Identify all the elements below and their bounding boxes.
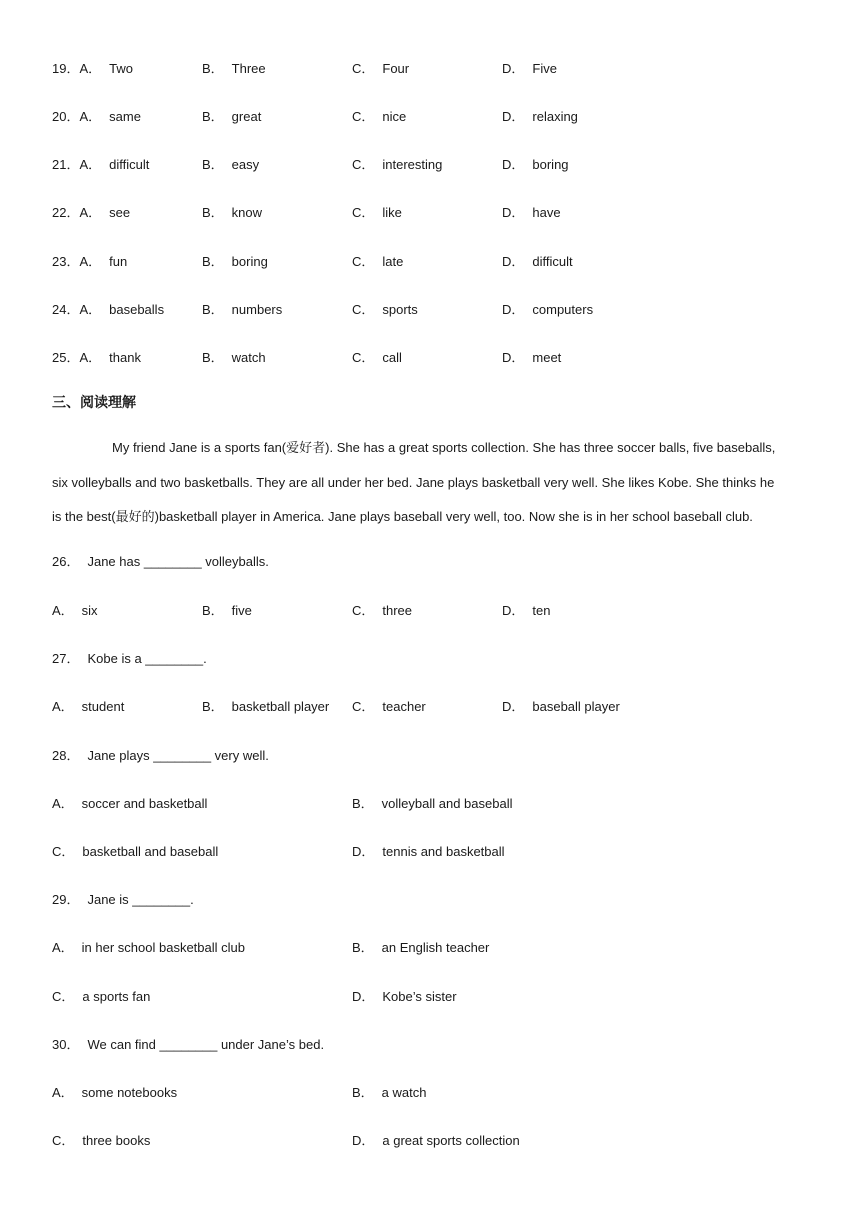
option-letter: B． (352, 1085, 374, 1100)
option-d (352, 842, 505, 862)
option-letter: B． (352, 796, 374, 811)
option-letter: B． (202, 302, 224, 317)
option-letter: B． (202, 205, 224, 220)
option-letter: A． (52, 699, 74, 714)
option-d (352, 987, 457, 1007)
question-text: We can find ________ under Jane’s bed. (87, 1037, 325, 1052)
option-d (502, 155, 569, 175)
option-a (52, 348, 141, 368)
option-letter: B． (202, 109, 224, 124)
question-number: 27． (52, 651, 80, 666)
question-number: 19． (52, 61, 80, 76)
option-c (352, 697, 426, 717)
option-letter: A． (79, 109, 102, 124)
option-letter: D． (502, 699, 525, 714)
option-c (52, 1131, 150, 1151)
option-letter: C． (352, 603, 375, 618)
option-b (202, 155, 259, 175)
option-text: an English teacher (381, 940, 490, 955)
option-letter: C． (352, 61, 375, 76)
option-letter: B． (202, 603, 224, 618)
option-b (202, 59, 266, 79)
option-c (352, 155, 442, 175)
option-letter: B． (202, 254, 224, 269)
option-c (352, 107, 406, 127)
question-number: 23． (52, 254, 80, 269)
option-c (352, 300, 418, 320)
option-c (352, 601, 412, 621)
option-letter: C． (352, 302, 375, 317)
option-text: Kobe’s sister (382, 989, 457, 1004)
option-text: tennis and basketball (382, 844, 505, 859)
option-c (352, 203, 402, 223)
option-text: three (382, 603, 413, 618)
option-text: call (382, 350, 402, 365)
question-number: 20． (52, 109, 80, 124)
passage-line-3 (52, 500, 812, 535)
option-d (502, 203, 561, 223)
option-letter: C． (352, 254, 375, 269)
option-b (202, 601, 252, 621)
option-text: Four (382, 61, 410, 76)
option-letter: A． (79, 254, 102, 269)
option-letter: D． (502, 205, 525, 220)
question-29-stem (52, 890, 194, 910)
option-letter: A． (79, 350, 102, 365)
question-number: 28． (52, 748, 80, 763)
option-a (52, 107, 141, 127)
option-d (352, 1131, 520, 1151)
option-text: Three (231, 61, 266, 76)
option-text: a great sports collection (382, 1133, 520, 1148)
option-text: in her school basketball club (81, 940, 245, 955)
option-text: Five (532, 61, 557, 76)
option-d (502, 252, 573, 272)
option-b (352, 794, 512, 814)
passage-text: )basketball player in America. Jane plays baseball very well, too. Now she is in her school baseball club. (154, 509, 753, 524)
option-a (52, 252, 127, 272)
question-text: Jane has ________ volleyballs. (87, 554, 269, 569)
option-b (202, 203, 262, 223)
option-text: volleyball and baseball (381, 796, 513, 811)
option-b (202, 107, 261, 127)
question-number: 29． (52, 892, 80, 907)
option-letter: B． (202, 61, 224, 76)
option-c (352, 252, 403, 272)
option-letter: D． (352, 844, 375, 859)
option-text: boring (231, 254, 268, 269)
option-letter: C． (352, 157, 375, 172)
section-title: 三、阅读理解 (52, 395, 136, 411)
option-d (502, 348, 561, 368)
option-text: six (81, 603, 98, 618)
option-c (52, 987, 150, 1007)
option-d (502, 59, 557, 79)
option-text: Two (109, 61, 133, 76)
passage-gloss: 爱好者 (286, 441, 326, 456)
option-letter: C． (352, 699, 375, 714)
option-letter: C． (52, 844, 75, 859)
passage-text: is the best( (52, 509, 116, 524)
option-text: easy (231, 157, 260, 172)
option-letter: D． (352, 1133, 375, 1148)
question-30-stem (52, 1035, 324, 1055)
option-letter: D． (502, 61, 525, 76)
question-number: 24． (52, 302, 80, 317)
question-number: 21． (52, 157, 80, 172)
passage-text: My friend Jane is a sports fan( (112, 440, 287, 455)
passage-line-2: six volleyballs and two basketballs. They are all under her bed. Jane plays basketball very well. She likes Kobe. She thinks he (52, 475, 775, 490)
option-text: nice (382, 109, 407, 124)
reading-passage (52, 431, 812, 535)
option-text: see (109, 205, 131, 220)
option-text: student (81, 699, 125, 714)
option-d (502, 107, 578, 127)
option-d (502, 601, 550, 621)
option-text: basketball player (231, 699, 330, 714)
option-b (352, 1083, 426, 1103)
option-text: boring (532, 157, 569, 172)
passage-line-1 (52, 431, 812, 466)
option-a (52, 59, 133, 79)
option-text: a watch (381, 1085, 427, 1100)
option-text: five (231, 603, 252, 618)
option-text: have (532, 205, 561, 220)
option-text: soccer and basketball (81, 796, 208, 811)
option-c (352, 59, 409, 79)
option-letter: A． (52, 940, 74, 955)
question-28-stem (52, 746, 269, 766)
option-text: thank (109, 350, 141, 365)
option-letter: A． (79, 302, 102, 317)
question-number: 30． (52, 1037, 80, 1052)
option-text: watch (231, 350, 266, 365)
option-b (352, 938, 489, 958)
option-a (52, 300, 164, 320)
option-letter: D． (502, 157, 525, 172)
option-a (52, 794, 207, 814)
option-b (202, 252, 268, 272)
option-text: numbers (231, 302, 283, 317)
question-text: Jane plays ________ very well. (87, 748, 269, 763)
option-a (52, 1083, 177, 1103)
question-27-stem (52, 649, 207, 669)
question-text: Jane is ________. (87, 892, 194, 907)
question-number: 26． (52, 554, 80, 569)
question-number: 25． (52, 350, 80, 365)
option-text: computers (532, 302, 594, 317)
option-letter: A． (79, 205, 102, 220)
option-text: same (109, 109, 141, 124)
option-letter: A． (52, 603, 74, 618)
option-text: sports (382, 302, 418, 317)
option-letter: C． (352, 109, 375, 124)
option-letter: D． (502, 302, 525, 317)
option-c (52, 842, 218, 862)
option-text: some notebooks (81, 1085, 178, 1100)
option-a (52, 203, 130, 223)
option-text: baseball player (532, 699, 620, 714)
option-letter: D． (502, 350, 525, 365)
option-text: baseballs (109, 302, 165, 317)
question-26-stem (52, 552, 269, 572)
option-letter: D． (502, 254, 525, 269)
option-text: three books (82, 1133, 151, 1148)
option-a (52, 601, 98, 621)
option-text: teacher (382, 699, 426, 714)
option-letter: C． (52, 989, 75, 1004)
option-text: like (382, 205, 402, 220)
option-letter: A． (52, 1085, 74, 1100)
option-letter: B． (202, 699, 224, 714)
option-letter: A． (79, 157, 102, 172)
option-text: know (231, 205, 263, 220)
option-a (52, 938, 245, 958)
option-text: difficult (109, 157, 150, 172)
option-a (52, 155, 149, 175)
passage-gloss: 最好的 (115, 510, 155, 525)
option-letter: D． (502, 603, 525, 618)
option-text: great (231, 109, 262, 124)
option-a (52, 697, 124, 717)
option-letter: C． (352, 350, 375, 365)
option-b (202, 348, 266, 368)
option-text: relaxing (532, 109, 578, 124)
passage-text: ). She has a great sports collection. She has three soccer balls, five baseballs, (325, 440, 776, 455)
option-text: difficult (532, 254, 573, 269)
option-letter: C． (52, 1133, 75, 1148)
option-text: ten (532, 603, 551, 618)
option-text: late (382, 254, 404, 269)
option-text: a sports fan (82, 989, 151, 1004)
option-letter: B． (352, 940, 374, 955)
option-letter: A． (52, 796, 74, 811)
option-d (502, 300, 593, 320)
option-b (202, 697, 329, 717)
option-letter: B． (202, 157, 224, 172)
option-text: fun (109, 254, 128, 269)
option-letter: D． (352, 989, 375, 1004)
option-letter: D． (502, 109, 525, 124)
question-text: Kobe is a ________. (87, 651, 207, 666)
option-letter: A． (79, 61, 102, 76)
option-b (202, 300, 282, 320)
option-text: meet (532, 350, 562, 365)
option-text: basketball and baseball (82, 844, 219, 859)
option-c (352, 348, 402, 368)
question-number: 22． (52, 205, 80, 220)
option-d (502, 697, 620, 717)
option-text: interesting (382, 157, 443, 172)
option-letter: B． (202, 350, 224, 365)
option-letter: C． (352, 205, 375, 220)
